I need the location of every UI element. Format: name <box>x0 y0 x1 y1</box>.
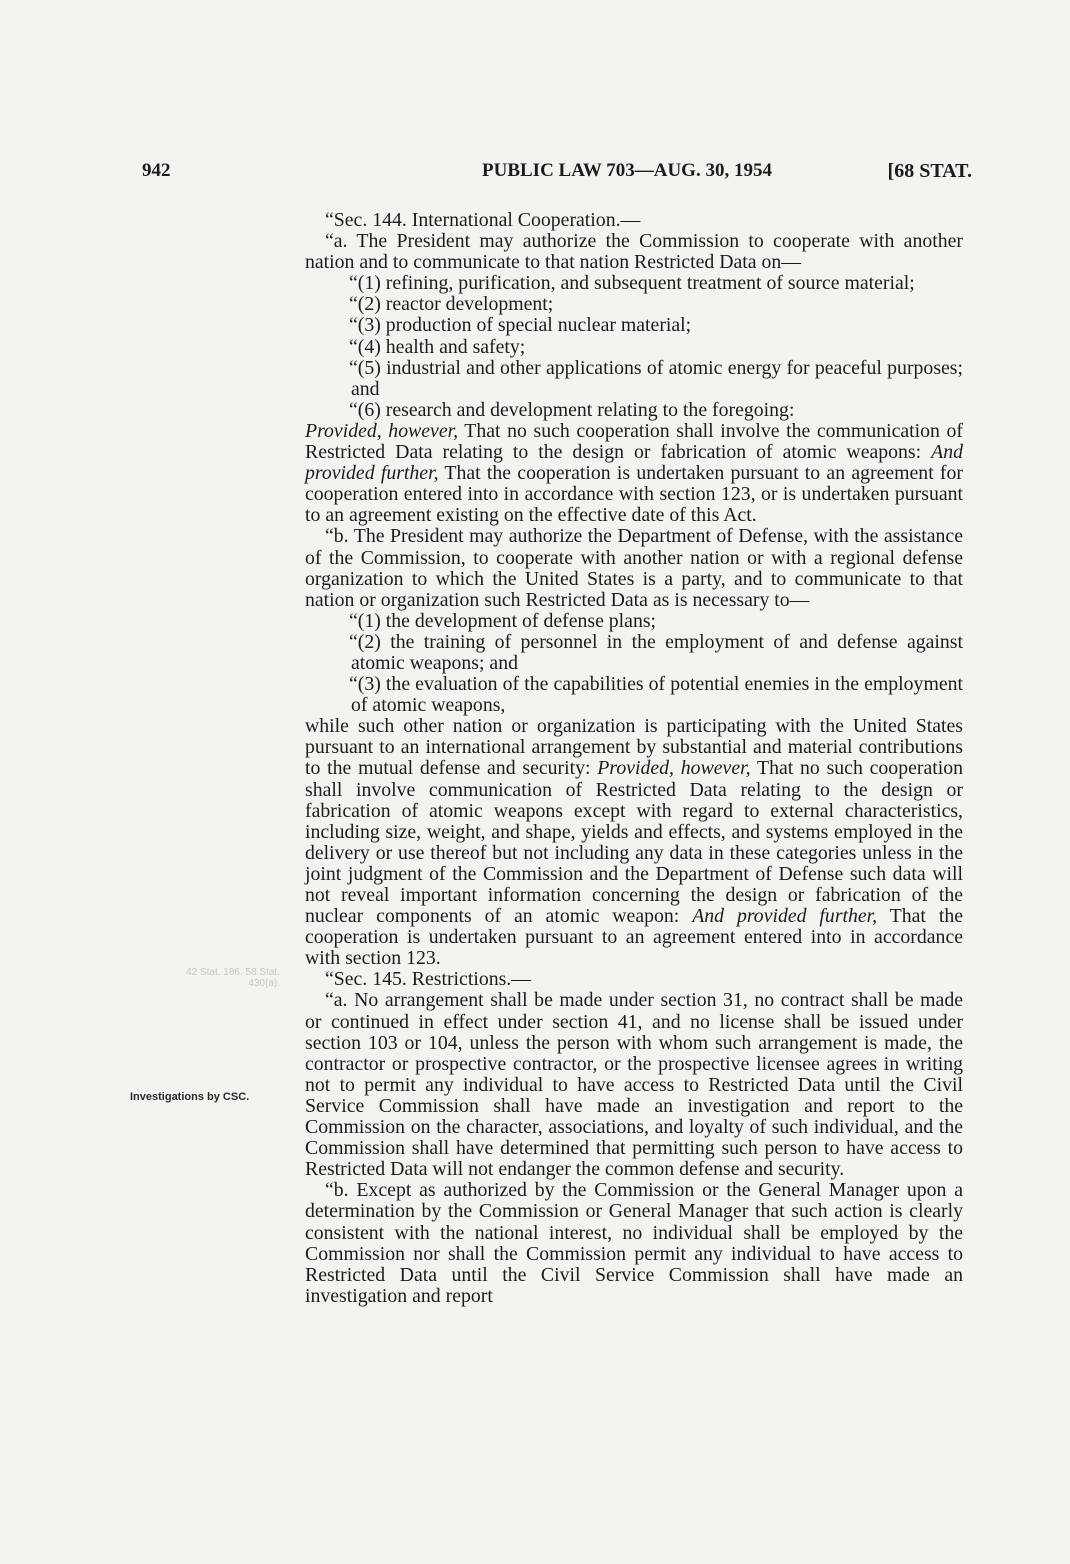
list-item: “(4) health and safety; <box>349 335 526 358</box>
page-header <box>142 160 972 190</box>
section-145-para-b: “b. Except as authorized by the Commission or the General Manager upon a determination by the Commission or General Manager that such action is clearly consistent with the national interest, no individual shall be employed by the Commission nor shall the Commission permit any individual to have access to Restricted Data until the Civil Service Commission shall have made an investigation and report <box>305 1179 963 1307</box>
list-item: “(3) production of special nuclear material; <box>349 314 692 337</box>
proviso-text: That no such cooperation shall involve communication of Restricted Data relating to the design or fabrication of atomic weapons except with regard to external characteristics, including size, weight, and shape, yields and effects, and systems employed in the delivery or use thereof but not including any data in these categories unless in the joint judgment of the Commission and the Department of Defense such data will not reveal important information concerning the design or fabrication of the nuclear components of an atomic weapon: <box>305 757 964 928</box>
list-item: “(1) refining, purification, and subsequent treatment of source material; <box>349 272 915 295</box>
section-144-para-b-continued <box>305 716 963 969</box>
section-144-para-a: “a. The President may authorize the Commission to cooperate with another nation and to communicate to that nation Restricted Data on— <box>305 230 963 274</box>
list-item: “(1) the development of defense plans; <box>349 609 657 632</box>
margin-note-investigations: Investigations by CSC. <box>130 1091 250 1103</box>
section-144-para-b: “b. The President may authorize the Department of Defense, with the assistance of the Commission, to cooperate with another nation or with a regional defense organization to which the United States is a party, and to communicate to that nation or organization such Restricted Data as is necessary to— <box>305 525 963 611</box>
proviso-text: That no such cooperation shall involve the communication of Restricted Data relating to the design or fabrication of atomic weapons: <box>305 419 963 464</box>
page-number: 942 <box>142 160 171 181</box>
list-item: “(2) the training of personnel in the employment of and defense against atomic weapons; and <box>349 630 963 674</box>
proviso-lead: And provided further, <box>305 441 963 485</box>
section-144-heading: “Sec. 144. International Cooperation.— <box>325 209 641 231</box>
list-item: “(5) industrial and other applications of atomic energy for peaceful purposes; and <box>349 356 963 400</box>
proviso-lead: And provided further, <box>692 905 878 928</box>
statute-reference: [68 STAT. <box>887 160 972 182</box>
running-title: PUBLIC LAW 703—AUG. 30, 1954 <box>482 160 772 181</box>
section-145-para-a: “a. No arrangement shall be made under section 31, no contract shall be made or continued in effect under section 41, and no license shall be issued under section 103 or 104, unless the person with whom such arrangement is made, the contractor or prospective contractor, or the prospective licensee agrees in writing not to permit any individual to have access to Restricted Data until the Civil Service Commission shall have made an investigation and report to the Commission on the character, associations, and loyalty of such individual, and the Commission shall have determined that permitting such person to have access to Restricted Data will not endanger the common defense and security. <box>305 989 963 1181</box>
margin-note-faint: 42 Stat. 186. 58 Stat. 430(a). <box>186 967 280 989</box>
proviso-text: That the cooperation is undertaken pursuant to an agreement for cooperation entered into in accordance with section 123, or is undertaken pursuant to an agreement existing on the effective date of this Act. <box>305 462 963 527</box>
list-item: “(3) the evaluation of the capabilities of potential enemies in the employment of atomic weapons, <box>349 673 963 717</box>
proviso-text: That the cooperation is undertaken pursuant to an agreement entered into in accordance with section 123. <box>305 905 963 970</box>
list-item: “(6) research and development relating to the foregoing: <box>349 398 795 421</box>
paragraph-text: while such other nation or organization is participating with the United States pursuant to an international arrangement by substantial and material contributions to the mutual defense and security: <box>305 715 963 780</box>
body-text <box>305 210 963 1307</box>
list-item: “(2) reactor development; <box>349 293 554 316</box>
proviso-lead: Provided, however, <box>305 419 459 442</box>
proviso-lead: Provided, however, <box>597 757 751 780</box>
section-145-heading: “Sec. 145. Restrictions.— <box>325 968 532 991</box>
section-144-proviso-a <box>305 421 963 526</box>
